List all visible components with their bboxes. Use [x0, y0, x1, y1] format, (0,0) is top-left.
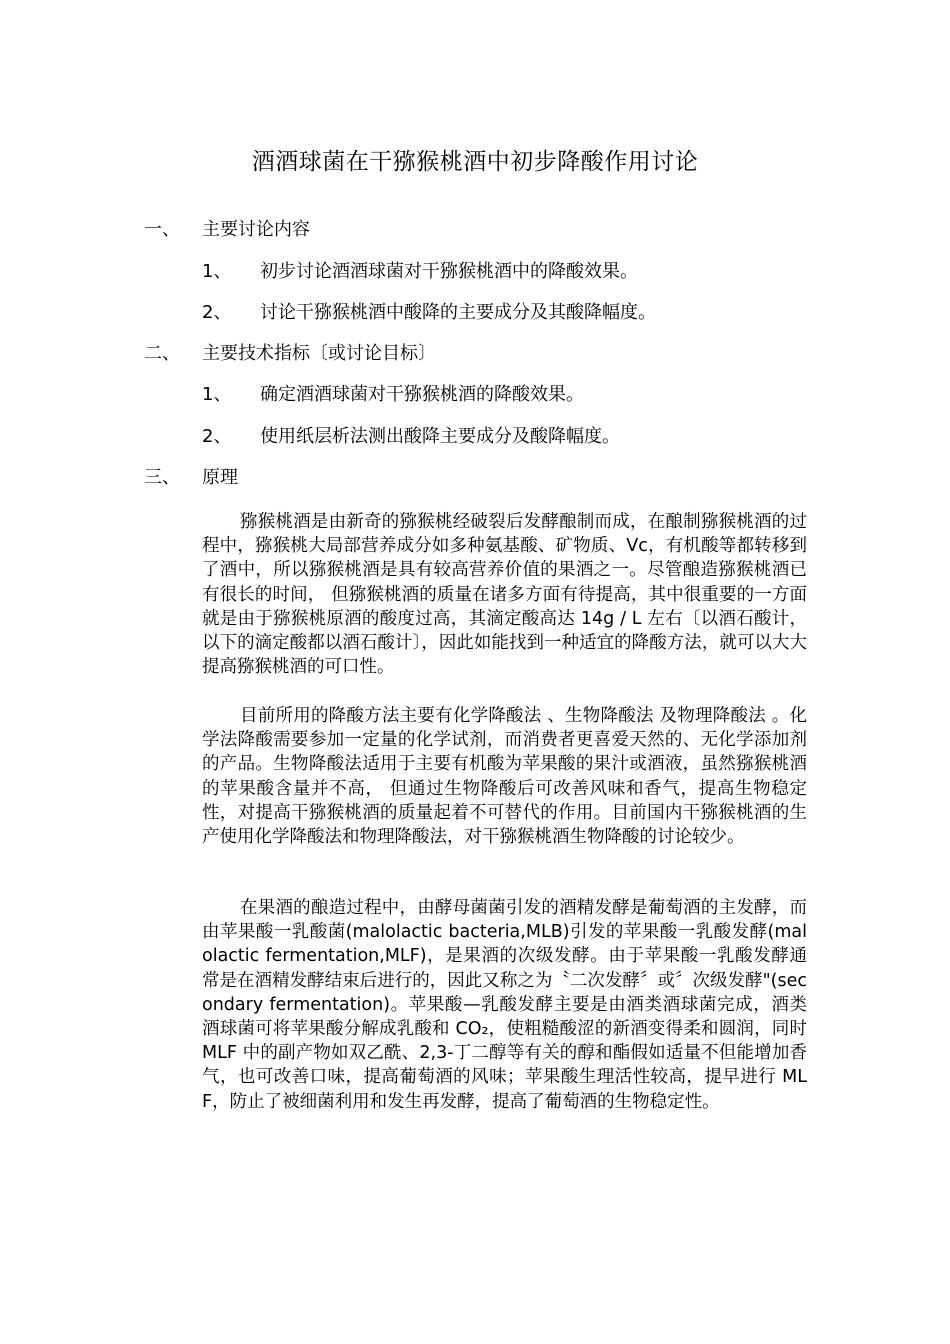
section-heading-1: [144, 218, 310, 242]
item-number: 2、: [202, 302, 232, 323]
item-text: 初步讨论酒酒球菌对干猕猴桃酒中的降酸效果。: [260, 261, 638, 282]
body-paragraph: 在果酒的酿造过程中，由酵母菌菌引发的酒精发酵是葡萄酒的主发酵，而由苹果酸一乳酸菌(malolactic bacteria,MLB)引发的苹果酸一乳酸发酵(malolactic fermentation,MLF)，是果酒的次级发酵。由于苹果酸一乳酸发酵通常是在酒精发酵结束后进行的，因此又称之为〝二次发酵〞或〞次级发酵"(secondary fermentation)。苹果酸—乳酸发酵主要是由酒类酒球菌完成，酒类酒球菌可将苹果酸分解成乳酸和 CO₂，使粗糙酸涩的新酒变得柔和圆润，同时 MLF 中的副产物如双乙酰、2,3-丁二醇等有关的醇和酯假如适量不但能增加香气，也可改善口味，提高葡萄酒的风味；苹果酸生理活性较高，提早进行 MLF，防止了被细菌利用和发生再发酵，提高了葡萄酒的生物稳定性。: [202, 898, 807, 1112]
list-item: [202, 383, 584, 407]
section-number: 一、: [144, 219, 180, 240]
item-text: 确定酒酒球菌对干猕猴桃酒的降酸效果。: [260, 384, 584, 405]
section-heading-2: [144, 342, 436, 366]
item-number: 1、: [202, 384, 232, 405]
list-item: [202, 425, 620, 449]
item-text: 使用纸层析法测出酸降主要成分及酸降幅度。: [260, 426, 620, 447]
section-heading-text: 主要讨论内容: [202, 219, 310, 240]
item-number: 2、: [202, 426, 232, 447]
page-title: 酒酒球菌在干猕猴桃酒中初步降酸作用讨论: [251, 149, 699, 175]
item-text: 讨论干猕猴桃酒中酸降的主要成分及其酸降幅度。: [260, 302, 656, 323]
list-item: [202, 301, 656, 325]
section-number: 二、: [144, 343, 180, 364]
item-number: 1、: [202, 261, 232, 282]
section-heading-3: [144, 466, 238, 490]
section-number: 三、: [144, 467, 180, 488]
list-item: [202, 260, 638, 284]
section-heading-text: 主要技术指标〔或讨论目标〕: [202, 343, 436, 364]
body-paragraph: 目前所用的降酸方法主要有化学降酸法 、生物降酸法 及物理降酸法 。化学法降酸需要参加一定量的化学试剂，而消费者更喜爱天然的、无化学添加剂的产品。生物降酸法适用于主要有机酸为苹果酸的果汁或酒液，虽然猕猴桃酒的苹果酸含量并不高， 但通过生物降酸后可改善风味和香气，提高生物稳定性，对提高干猕猴桃酒的质量起着不可替代的作用。目前国内干猕猴桃酒的生产使用化学降酸法和物理降酸法，对干猕猴桃酒生物降酸的讨论较少。: [202, 706, 807, 848]
body-paragraph: 猕猴桃酒是由新奇的猕猴桃经破裂后发酵酿制而成，在酿制猕猴桃酒的过程中，猕猴桃大局部营养成分如多种氨基酸、矿物质、Vc，有机酸等都转移到了酒中，所以猕猴桃酒是具有较高营养价值的果酒之一。尽管酿造猕猴桃酒已有很长的时间， 但猕猴桃酒的质量在诸多方面有待提高，其中很重要的一方面就是由于猕猴桃原酒的酸度过高，其滴定酸高达 14g / L 左右〔以酒石酸计，以下的滴定酸都以酒石酸计〕，因此如能找到一种适宜的降酸方法，就可以大大提高猕猴桃酒的可口性。: [202, 512, 807, 678]
section-heading-text: 原理: [202, 467, 238, 488]
